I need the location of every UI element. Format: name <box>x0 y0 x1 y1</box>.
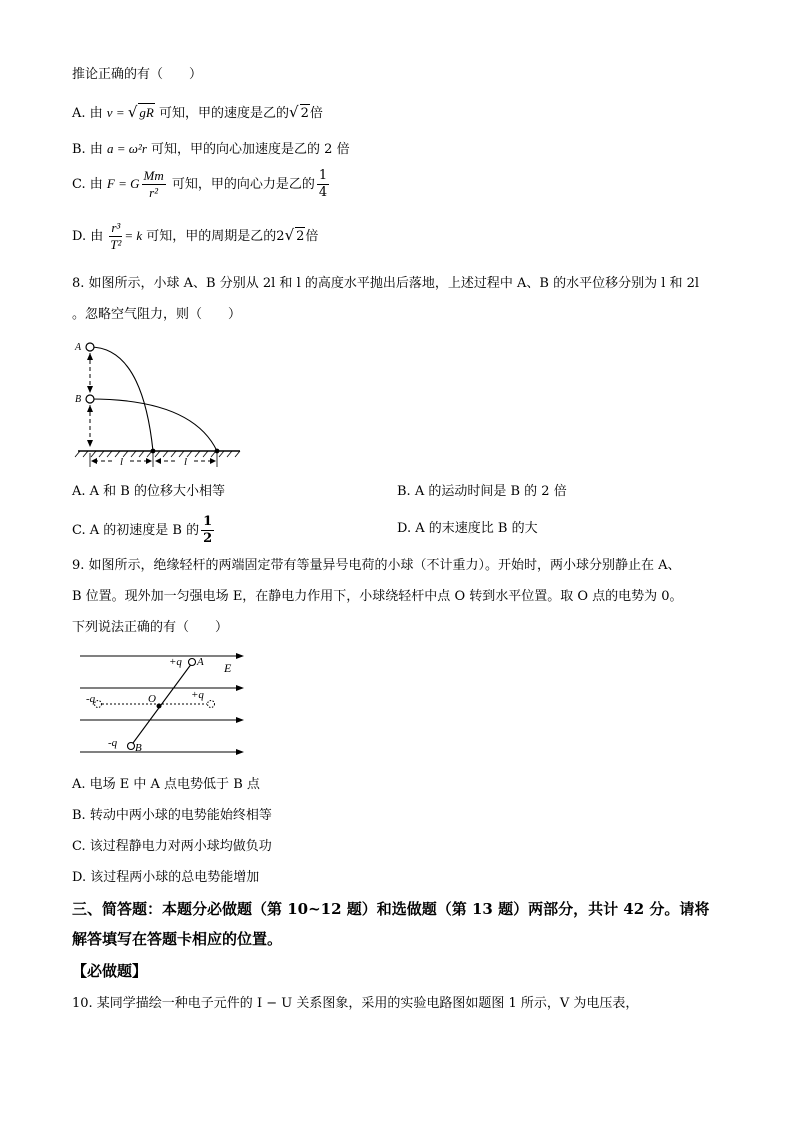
pivot-o <box>157 704 162 709</box>
seg-l-2: l <box>184 456 188 468</box>
section-heading-line1: 三、简答题：本题分必做题（第 10~12 题）和选做题（第 13 题）两部分，共计 42 分。请将 <box>72 900 710 918</box>
svg-text:+q: +q <box>169 656 182 668</box>
svg-text:+q: +q <box>191 689 204 701</box>
ball-a <box>189 659 196 666</box>
q9-option-d: D. 该过程两小球的总电势能增加 <box>72 870 260 885</box>
q8-projectile-figure <box>72 335 247 470</box>
q9-stem-line3: 下列说法正确的有（ ） <box>72 620 229 635</box>
svg-text:-q: -q <box>86 693 96 705</box>
q8-stem-line1: 8. 如图所示，小球 A、B 分别从 2l 和 l 的高度水平抛出后落地，上述过程中 A、B 的水平位移分别为 l 和 2l <box>72 276 700 291</box>
required-heading: 【必做题】 <box>72 962 148 980</box>
seg-l-1: l <box>120 456 124 468</box>
svg-text:O: O <box>148 693 156 705</box>
q9-stem-line2: B 位置。现外加一匀强电场 E，在静电力作用下，小球绕轻杆中点 O 转到水平位置。取 O 点的电势为 0。 <box>72 589 683 604</box>
q7-stem-tail: 推论正确的有（ ） <box>72 67 203 82</box>
q9-stem-line1: 9. 如图所示，绝缘轻杆的两端固定带有等量异号电荷的小球（不计重力）。开始时，两小球分别静止在 A、 <box>72 558 681 573</box>
q7-option-c: C. 由 F = G $\frac{Mm}{\text{r²}}$ 可知，甲的向心力是乙的 $\frac{1}{4}$ <box>72 168 328 200</box>
q8-option-a: A. A 和 B 的位移大小相等 <box>72 484 225 499</box>
svg-text:-q: -q <box>108 737 118 749</box>
q9-option-b: B. 转动中两小球的电势能始终相等 <box>72 808 272 823</box>
label-b: B <box>75 394 82 405</box>
section-heading-line2: 解答填写在答题卡相应的位置。 <box>72 930 283 948</box>
svg-text:B: B <box>135 742 142 754</box>
q9-option-a: A. 电场 E 中 A 点电势低于 B 点 <box>72 777 260 792</box>
label-a: A <box>75 342 82 353</box>
q7-option-a: A. 由 v = √ gR 可知，甲的速度是乙的√ 2倍 <box>72 103 323 121</box>
q8-stem-line2: 。忽略空气阻力，则（ ） <box>72 307 242 322</box>
q8-option-b: B. A 的运动时间是 B 的 2 倍 <box>397 484 567 499</box>
q8-option-c: C. A 的初速度是 B 的 $\frac{1}{2}$ <box>72 514 213 546</box>
svg-text:A: A <box>197 656 204 668</box>
ball-a <box>86 343 94 351</box>
q10-stem-line1: 10. 某同学描绘一种电子元件的 I − U 关系图象，采用的实验电路图如题图 1 所示，V 为电压表， <box>72 996 639 1011</box>
q7-option-b: B. 由 a = ω²r 可知，甲的向心加速度是乙的 2 倍 <box>72 141 350 157</box>
ball-b <box>128 743 135 750</box>
q9-field-figure <box>78 648 250 756</box>
ball-b <box>86 395 94 403</box>
q8-option-d: D. A 的末速度比 B 的大 <box>397 521 538 536</box>
q7-option-d: D. 由 $\frac{\text{r³}}{\text{T²}}$ = k 可知，甲的周期是乙的2√ 2倍 <box>72 220 319 252</box>
svg-text:E: E <box>224 661 232 675</box>
q9-option-c: C. 该过程静电力对两小球均做负功 <box>72 839 272 854</box>
